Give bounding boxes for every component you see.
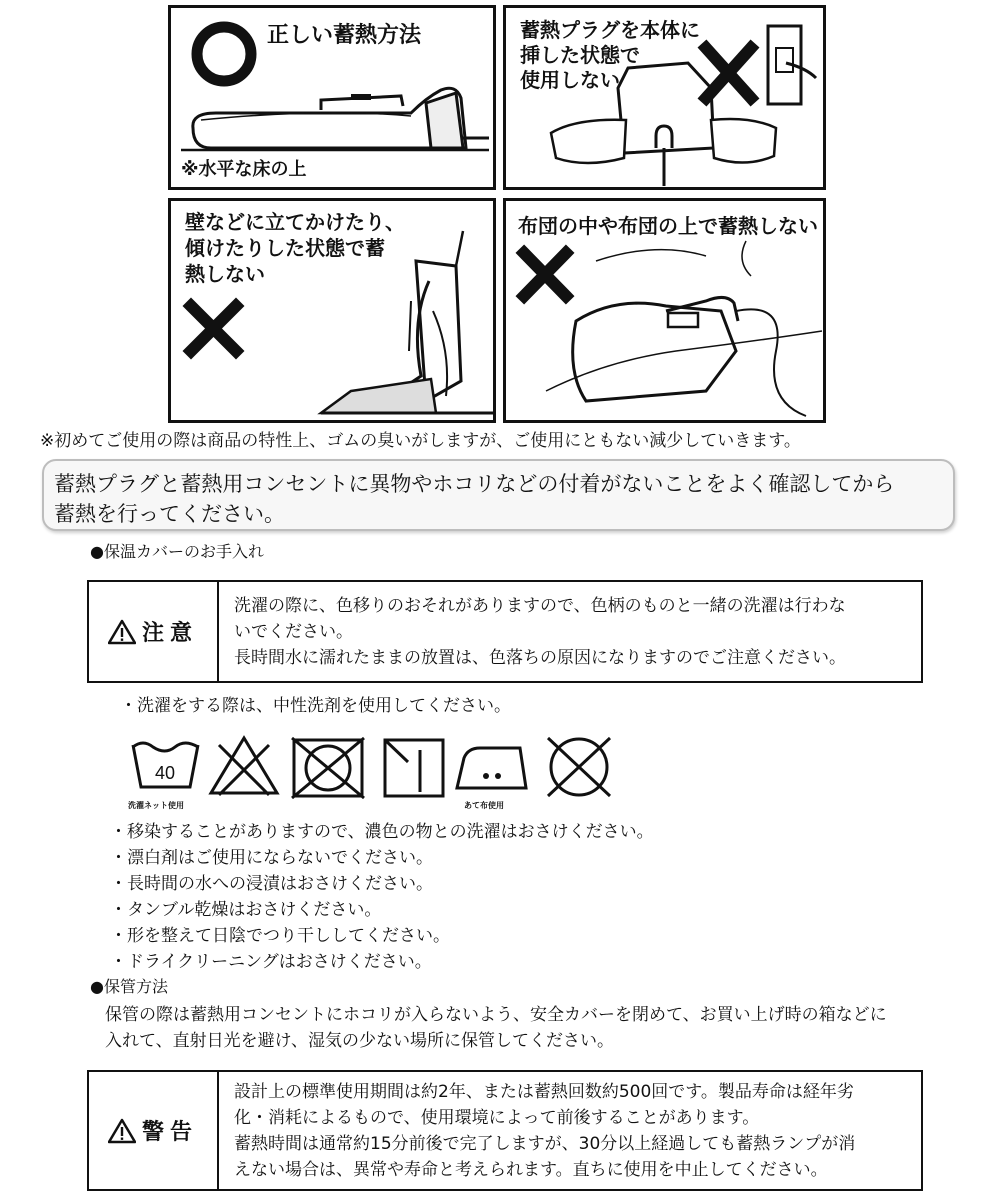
storage-line-1: 保管の際は蓄熱用コンセントにホコリが入らないよう、安全カバーを閉めて、お買い上げ時の箱などに <box>105 1005 887 1025</box>
warning-line-3: 蓄熱時間は通常約15分前後で完了しますが、30分以上経過しても蓄熱ランプが消 <box>234 1134 856 1154</box>
care-bullet: ・漂白剤はご使用にならないでください。 <box>110 848 433 868</box>
iron-label: あて布使用 <box>464 801 504 810</box>
care-bullet: ・長時間の水への浸漬はおさけください。 <box>110 874 433 894</box>
caution-line-2: いでください。 <box>234 622 353 642</box>
wash-label: 洗濯ネット使用 <box>128 801 184 810</box>
caution-line-3: 長時間水に濡れたままの放置は、色落ちの原因になりますのでご注意ください。 <box>234 648 846 668</box>
warning-label: 警告 <box>141 1120 198 1145</box>
caution-label: 注意 <box>141 621 198 646</box>
no-tumble-dry-icon <box>290 736 370 801</box>
cross-ng-icon <box>191 306 236 351</box>
panel-correct-title: 正しい蓄熱方法 <box>267 23 422 48</box>
notice-box <box>42 459 955 531</box>
panel-lean <box>168 198 496 423</box>
panel-futon-title: 布団の中や布団の上で蓄熱しない <box>518 214 818 238</box>
warning-box <box>87 1070 923 1191</box>
warning-line-4: えない場合は、異常や寿命と考えられます。直ちに使用を中止してください。 <box>234 1160 828 1180</box>
circle-ok-icon <box>197 27 251 81</box>
wash-40-icon <box>128 737 203 797</box>
caution-box <box>87 580 923 683</box>
warning-line-2: 化・消耗によるもので、使用環境によって前後することがあります。 <box>234 1108 760 1128</box>
wash-temp: 40 <box>154 763 176 783</box>
storage-heading: ●保管方法 <box>90 977 168 996</box>
warning-line-1: 設計上の標準使用期間は約2年、または蓄熱回数約500回です。製品寿命は経年劣 <box>234 1082 854 1102</box>
warning-triangle-icon <box>108 1118 136 1144</box>
panel-plug-title: 蓄熱プラグを本体に 挿した状態で 使用しない <box>520 18 700 92</box>
no-dry-clean-icon <box>540 732 620 802</box>
panel-futon <box>503 198 826 423</box>
notice-line-1: 蓄熱プラグと蓄熱用コンセントに異物やホコリなどの付着がないことをよく確認してから <box>54 472 895 496</box>
smell-note: ※初めてご使用の際は商品の特性上、ゴムの臭いがしますが、ご使用にともない減少していきます。 <box>40 431 801 451</box>
cross-ng-icon <box>706 48 751 98</box>
care-bullet: ・タンブル乾燥はおさけください。 <box>110 900 382 920</box>
cover-care-heading: ●保温カバーのお手入れ <box>90 542 264 561</box>
warning-head <box>89 1072 219 1189</box>
warning-triangle-icon <box>108 619 136 645</box>
panel-correct-note: ※水平な床の上 <box>181 159 307 180</box>
detergent-note: ・洗濯をする際は、中性洗剤を使用してください。 <box>120 696 511 716</box>
panel-plug <box>503 5 826 190</box>
cross-ng-icon <box>524 253 566 296</box>
care-bullet: ・移染することがありますので、濃色の物との洗濯はおさけください。 <box>110 822 654 842</box>
notice-line-2: 蓄熱を行ってください。 <box>54 502 285 526</box>
caution-line-1: 洗濯の際に、色移りのおそれがありますので、色柄のものと一緒の洗濯は行わな <box>234 596 846 616</box>
panel-lean-title: 壁などに立てかけたり、 傾けたりした状態で蓄 熱しない <box>185 210 405 286</box>
iron-low-icon <box>454 740 534 800</box>
care-bullet: ・ドライクリーニングはおさけください。 <box>110 952 432 972</box>
care-bullet: ・形を整えて日陰でつり干ししてください。 <box>110 926 450 946</box>
panel-correct-method <box>168 5 496 190</box>
no-bleach-icon <box>207 733 282 798</box>
line-dry-shade-icon <box>382 736 452 801</box>
storage-line-2: 入れて、直射日光を避け、湿気の少ない場所に保管してください。 <box>105 1031 614 1051</box>
caution-head <box>89 582 219 681</box>
